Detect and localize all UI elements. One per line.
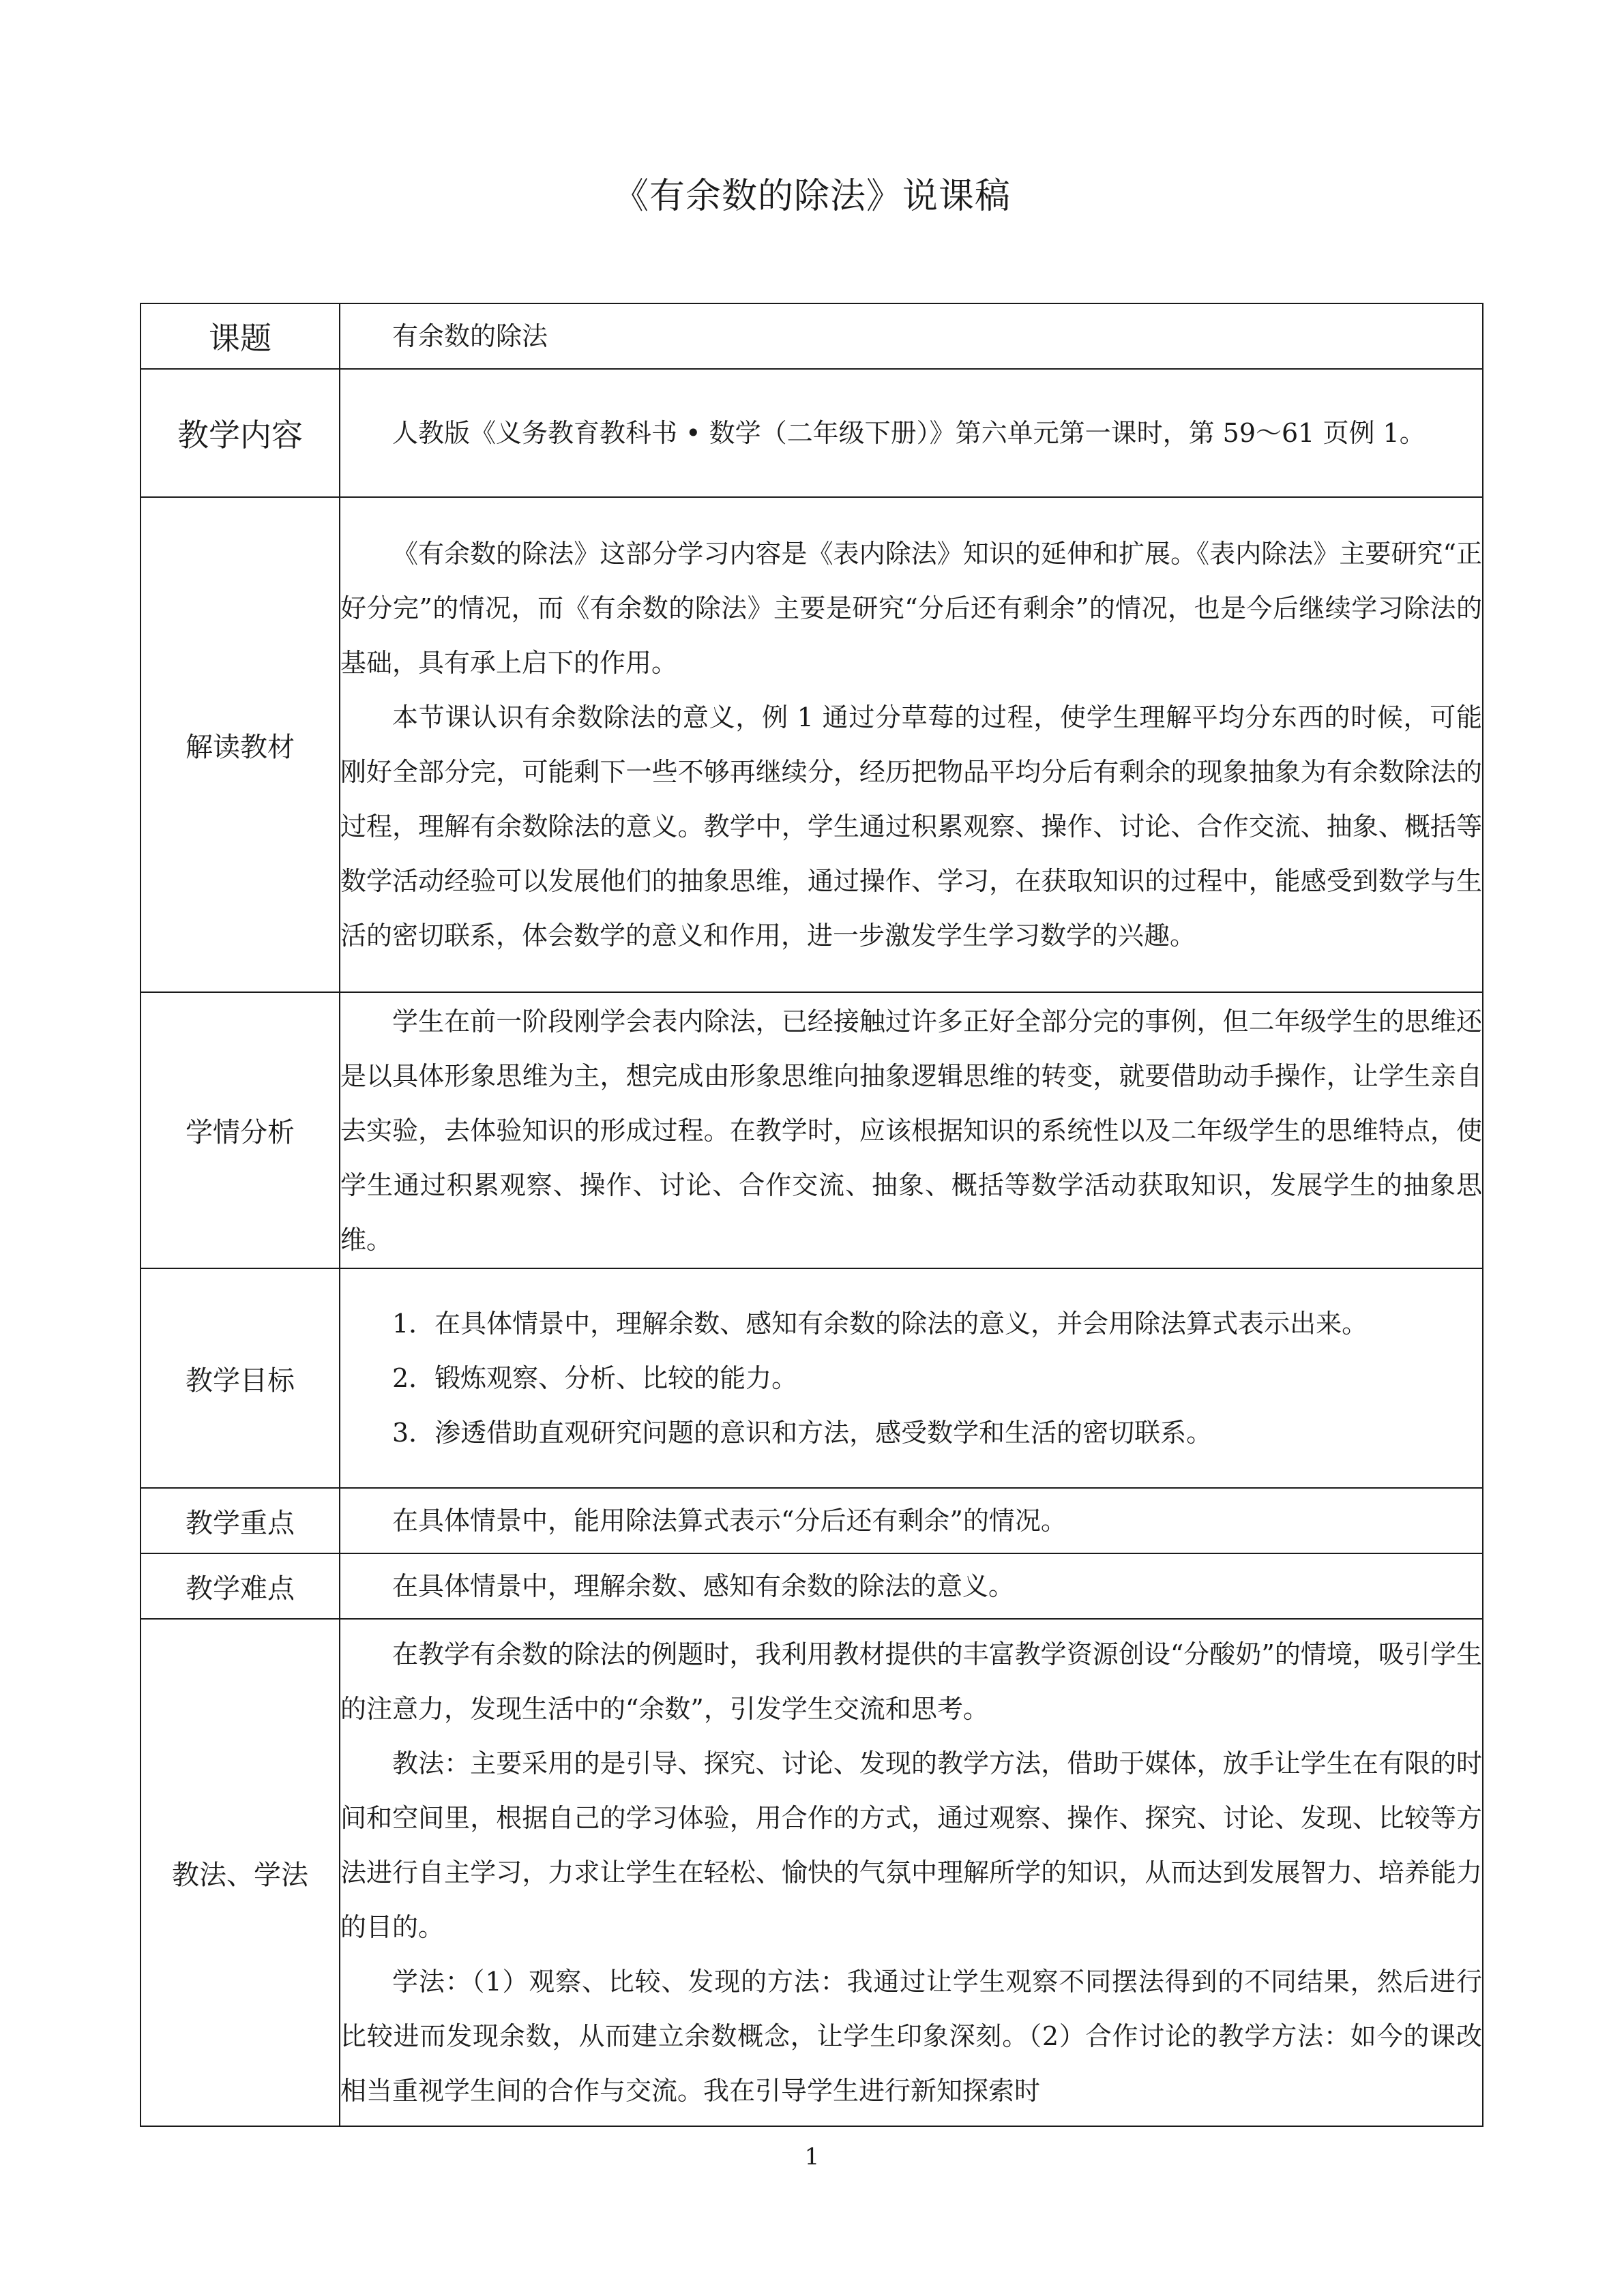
methods-paragraph: 教法：主要采用的是引导、探究、讨论、发现的教学方法，借助于媒体，放手让学生在有限的时间和空间里，根据自己的学习体验，用合作的方式，通过观察、操作、探究、讨论、发现、比较等方法进行自主学习，力求让学生在轻松、愉快的气氛中理解所学的知识，从而达到发展智力、培养能力的目的。 — [340, 1748, 1482, 1942]
difficulty-label: 教学难点 — [141, 1553, 340, 1619]
difficulty-text: 在具体情景中，理解余数、感知有余数的除法的意义。 — [392, 1571, 1015, 1601]
table-row-content — [141, 369, 1483, 497]
content-text: 人教版《义务教育教科书 • 数学（二年级下册）》第六单元第一课时，第 59～61 页例 1。 — [392, 418, 1426, 448]
table-row-topic — [141, 303, 1483, 369]
textbook-paragraph: 本节课认识有余数除法的意义，例 1 通过分草莓的过程，使学生理解平均分东西的时候，可能刚好全部分完，可能剩下一些不够再继续分，经历把物品平均分后有剩余的现象抽象为有余数除法的过程，理解有余数除法的意义。教学中，学生通过积累观察、操作、讨论、合作交流、抽象、概括等数学活动经验可以发展他们的抽象思维，通过操作、学习，在获取知识的过程中，能感受到数学与生活的密切联系，体会数学的意义和作用，进一步激发学生学习数学的兴趣。 — [340, 702, 1482, 951]
methods-paragraph: 在教学有余数的除法的例题时，我利用教材提供的丰富教学资源创设“分酸奶”的情境，吸引学生的注意力，发现生活中的“余数”，引发学生交流和思考。 — [340, 1639, 1482, 1724]
table-row-textbook — [141, 497, 1483, 992]
topic-text: 有余数的除法 — [392, 321, 548, 351]
analysis-label: 学情分析 — [141, 992, 340, 1268]
key-point-label: 教学重点 — [141, 1488, 340, 1553]
key-point-value — [340, 1488, 1483, 1553]
table-row-difficulty — [141, 1553, 1483, 1619]
methods-paragraph: 学法：（1）观察、比较、发现的方法：我通过让学生观察不同摆法得到的不同结果，然后进行比较进而发现余数，从而建立余数概念，让学生印象深刻。（2）合作讨论的教学方法：如今的课改相当重视学生间的合作与交流。我在引导学生进行新知探索时 — [340, 1967, 1482, 2106]
table-row-goals — [141, 1268, 1483, 1488]
topic-label: 课题 — [141, 303, 340, 369]
difficulty-value — [340, 1553, 1483, 1619]
topic-value — [340, 303, 1483, 369]
goals-value — [340, 1268, 1483, 1488]
analysis-text: 学生在前一阶段刚学会表内除法，已经接触过许多正好全部分完的事例，但二年级学生的思维还是以具体形象思维为主，想完成由形象思维向抽象逻辑思维的转变，就要借助动手操作，让学生亲自去实验，去体验知识的形成过程。在教学时，应该根据知识的系统性以及二年级学生的思维特点，使学生通过积累观察、操作、讨论、合作交流、抽象、概括等数学活动获取知识，发展学生的抽象思维。 — [340, 1006, 1482, 1255]
goal-item: 3．渗透借助直观研究问题的意识和方法，感受数学和生活的密切联系。 — [392, 1418, 1213, 1448]
table-row-key-point — [141, 1488, 1483, 1553]
table-row-analysis — [141, 992, 1483, 1268]
goal-item: 1．在具体情景中，理解余数、感知有余数的除法的意义，并会用除法算式表示出来。 — [392, 1309, 1368, 1339]
table-row-methods — [141, 1619, 1483, 2126]
key-point-text: 在具体情景中，能用除法算式表示“分后还有剩余”的情况。 — [392, 1506, 1067, 1536]
lesson-plan-table — [140, 303, 1483, 2127]
page-number: 1 — [804, 2143, 820, 2171]
textbook-paragraph: 《有余数的除法》这部分学习内容是《表内除法》知识的延伸和扩展。《表内除法》主要研究“正好分完”的情况，而《有余数的除法》主要是研究“分后还有剩余”的情况，也是今后继续学习除法的基础，具有承上启下的作用。 — [340, 539, 1482, 678]
page-title: 《有余数的除法》说课稿 — [612, 176, 1011, 217]
methods-label: 教法、学法 — [141, 1619, 340, 2126]
content-label: 教学内容 — [141, 369, 340, 497]
textbook-label: 解读教材 — [141, 497, 340, 992]
goals-label: 教学目标 — [141, 1268, 340, 1488]
analysis-value — [340, 992, 1483, 1268]
methods-value — [340, 1619, 1483, 2126]
goal-item: 2．锻炼观察、分析、比较的能力。 — [392, 1363, 798, 1393]
content-value — [340, 369, 1483, 497]
textbook-value — [340, 497, 1483, 992]
